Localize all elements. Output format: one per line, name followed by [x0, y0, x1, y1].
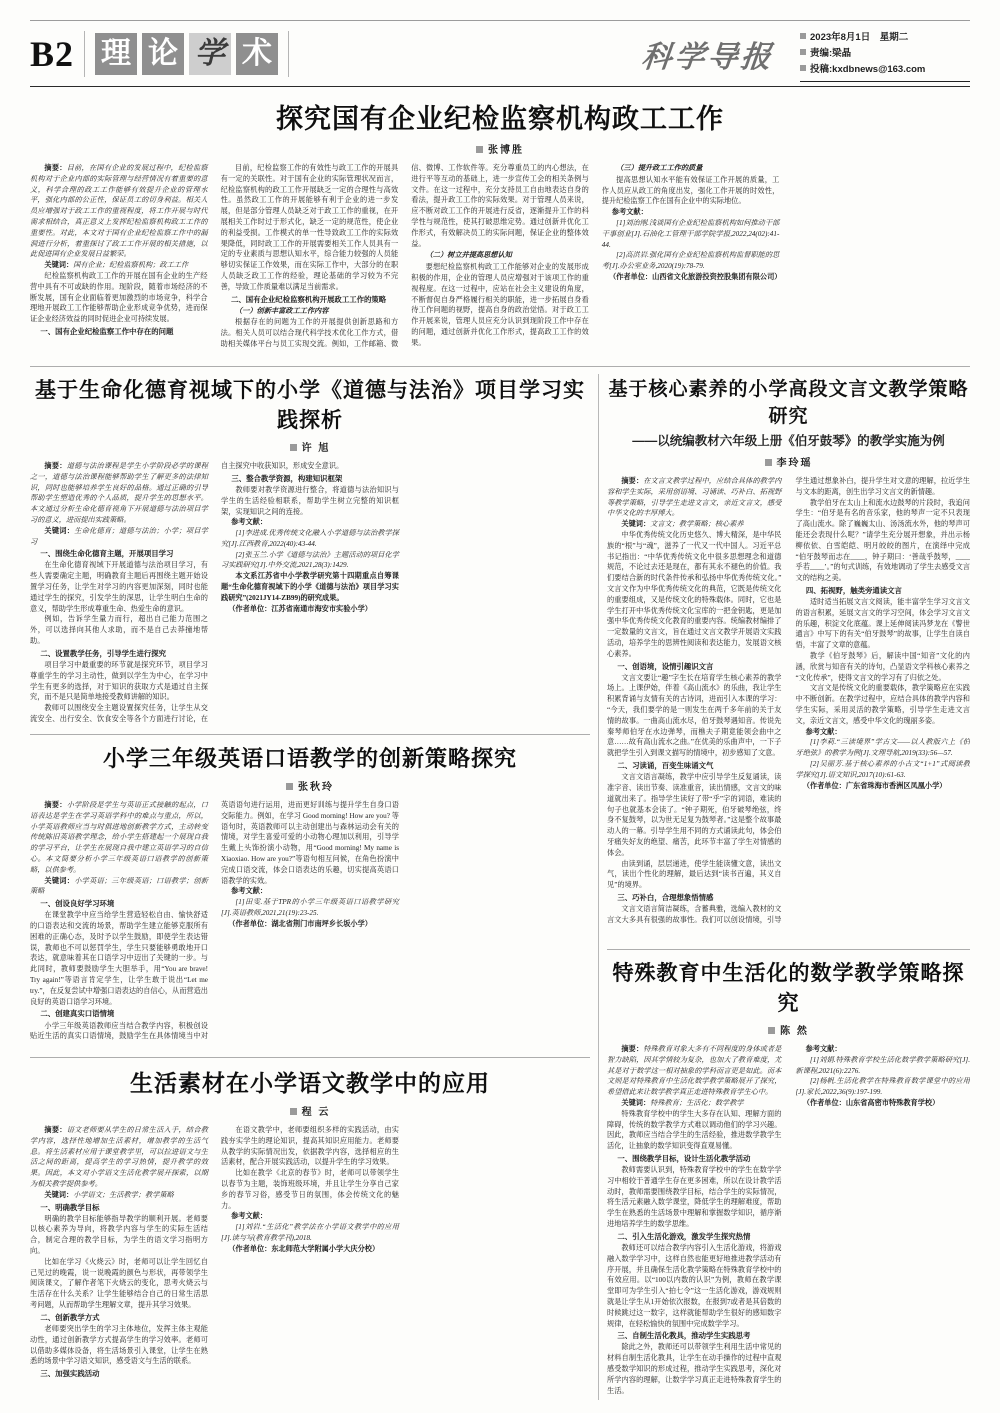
paragraph: 教学《伯牙鼓琴》后，解读中国“知音”文化的内涵，欣赏与知音有关的诗句，凸显语文学科核心素养之“文化传承”，使得文言文的学习有了归依之处。	[795, 652, 970, 682]
byline	[30, 141, 970, 156]
byline-square-icon	[768, 1027, 775, 1034]
subsection-heading: （三）提升政工工作的质量	[616, 164, 703, 172]
article-special-education-math	[607, 957, 970, 1400]
reference: [2]高洪岩.强化国有企业纪检监察机构监督职能的思考[J].办公室业务,2020(19):78-79.	[601, 251, 780, 271]
right-column-zone	[607, 374, 970, 1400]
paragraph: 明确的教学目标能够指导教学的顺利开展。老师要以核心素养为导向，将教学内容与学生的实际生活结合，制定合理的教学目标，为学生的语文学习指明方向。	[30, 1214, 208, 1256]
article-body	[30, 800, 590, 1050]
date-line: 2023年8月1日 星期二	[810, 31, 909, 43]
publication-info	[800, 27, 970, 82]
paragraph: 特殊教育学校中的学生大多存在认知、理解方面的障碍，传统的数学教学方式难以调动他们的学习兴趣。因此，教师应当结合学生的生活经验，推进数学教学生活化，让抽象的数学知识变得直观易懂。	[607, 1109, 782, 1151]
section-rule	[30, 734, 590, 735]
contact-line: 投稿:kxdbnews@163.com	[810, 63, 926, 75]
author-name: 程 云	[301, 1107, 331, 1118]
author-name: 张博胜	[488, 145, 524, 156]
zone-divider	[598, 374, 599, 1400]
article-wenyanwen	[607, 374, 970, 942]
article-politics-work	[30, 87, 970, 359]
references-label: 参考文献：	[805, 1045, 842, 1053]
reference: [1]李莉.“三读境界”学古文——以人教版六上《伯牙绝弦》的教学为例[J].文理导航,2019(33):56—57.	[795, 738, 970, 758]
editor-line: 责编:梁晶	[810, 47, 852, 59]
subsection-heading: （一）创新丰富政工工作内容	[234, 306, 329, 315]
paragraph: 文言文是传统文化的重要载体，教学策略应在实践中不断创新。在教学过程中，应结合具体的教学内容和学生实际，采用灵活的教学策略，引导学生走进文言文，亲近文言文，感受中华文化的瑰丽多姿。	[795, 684, 970, 725]
author-name: 李玲瑶	[776, 458, 813, 469]
references-label: 参考文献：	[231, 887, 268, 896]
paragraph: 中华优秀传统文化历史悠久、博大精深，是中华民族的“根”与“魂”，滋养了一代又一代中国人。习近平总书记指出：“中华优秀传统文化中很多思想理念和道德规范，不论过去还是现在，都有其永不褪色的价值。我们要结合新的时代条件传承和弘扬中华优秀传统文化。”文言文作为中华优秀传统文化的典范，它既是传统文化的重要组成，又是传统文化的特殊载体。同时，它也是学生打开中华优秀传统文化宝库的一把金钥匙，更是加强中华优秀传统文化教育的重要内容。统编教材编排了一定数量的文言文，旨在通过文言文教学开展语文实践活动，培养学生的思辨性阅读和表达能力，发展语文核心素养。	[607, 530, 782, 658]
reference: [1]刘治刚.浅谈国有企业纪检监察机构如何推动干部干事创业[J].石油化工管理干部学院学报,2022,24(02):41-44.	[601, 218, 780, 249]
byline-square-icon	[765, 459, 772, 466]
abstract: 摘要：道德与法治课程是学生小学阶段必学的课程之一，道德与法治课程能够帮助学生了解更多的法律知识，同时也能够培养学生良好的品格。通过正确的引导帮助学生塑造优秀的个人品质，提升学生的思想水平。本文通过分析生命化德育视角下开展道德与法治项目学习的意义，进而提出实践策略。	[30, 462, 208, 524]
section-heading: 二、创新教学方式	[40, 1312, 100, 1322]
paragraph: 由读到诵，层层递进，使学生能读懂文意，读出文气，读出个性化的理解，最后达到“读书百遍，其义自见”的境界。	[607, 859, 782, 890]
left-column-zone	[30, 374, 590, 1400]
byline	[607, 1022, 970, 1037]
article-title: 特殊教育中生活化的数学教学策略探究	[612, 962, 965, 1015]
section-heading: 一、国有企业纪检监察工作中存在的问题	[40, 326, 174, 336]
affiliation: （作者单位：山西省文化旅游投资控股集团有限公司）	[608, 272, 782, 281]
abstract: 摘要：目前，在国有企业的发展过程中，纪检监察机构对于企业内部的实际管理与经营情况有着重要的意义，科学合理的政工工作能够有效提升企业的管理水平，强化内部的公正性，保证员工的切身利益。相关人员应增强对于政工工作的重视程度，将工作开展与时代需求相结合，真正意义上发挥纪检监察机构政工工作的重要性。对此，本文对于国有企业纪检监察工作中的漏洞进行分析，着重探讨了政工工作开展的相关措施，以此促进国有企业发展日益繁荣。	[30, 164, 208, 259]
section-char-tile: 理	[95, 33, 137, 75]
paragraph: 教师还可以结合教学内容引入生活化游戏，将游戏融入数学学习中，这样自然也能更好地推进教学活动有序开展，并且确保生活化教学策略在特殊教育学校中的有效应用。以“100以内数的认识”为例，教师在教学课堂即可为学生引入“拍七令”这一生活化游戏，游戏规则就是让学生从1开始依次报数，在报到7或者是其倍数的时候跳过这一数字，这样就能帮助学生很好的感知数字规律，在轻松愉快的氛围中完成数学学习。	[607, 1243, 782, 1328]
section-heading: 三、加强实践活动	[40, 1369, 100, 1379]
paragraph: 教学伯牙在太山上和流水边鼓琴的片段时，我追问学生：“伯牙是有名的音乐家，他的琴声一定不只表现了高山流水。除了巍巍太山、汤汤流水外，他的琴声可能还会表现什么呢？”请学生充分展开想象，并出示杨柳依依、白雪皑皑、明月皎皎的图片，在演绎中完成“伯牙鼓琴而志在____，钟子期曰：‘善哉乎鼓琴，____乎若____’。”的句式训练，有效地调动了学生去感受文言文的结构之美。	[795, 498, 970, 583]
section-title	[95, 33, 278, 75]
byline	[30, 1103, 590, 1118]
byline	[30, 778, 590, 793]
byline-square-icon	[476, 146, 483, 153]
article-english-oral	[30, 742, 590, 1050]
paragraph: 教师可以围绕安全主题设置探究任务，让学生从交流安全、出行安全、饮食安全等各个方面进行讨论，在自主探究中收获知识，形成安全意识。	[30, 462, 344, 723]
paragraph: 适时适当拓展文言文阅读，能丰富学生学习文言文的语言积累，延展文言文的学习空间，体会学习文言文的乐趣，积淀文化底蕴。课上延伸阅读冯梦龙在《警世通言》中写下的有关“伯牙鼓琴”的故事，让学生自读自悟，丰富了文章的意蕴。	[795, 598, 970, 650]
paragraph: 项目学习中最重要的环节就是探究环节，项目学习尊重学生的学习主动性，做到以学生为中心，在学习中学生有更多的选择，对于知识的获取方式是通过自主探究，而不是只是简单地接受教师讲解的知识。	[30, 660, 208, 702]
byline	[607, 454, 970, 469]
abstract: 摘要：小学阶段是学生与英语正式接触的起点，口语表达是学生在学习英语学科中的难点与重点，所以，小学英语教师应当与时俱进地创新教学方式，主动转变传统陈旧英语教学理念，给小学生搭建起一个展现自我的学习平台，让学生在展现自我中建立英语学习的自信心。本文简要分析小学三年级英语口语教学的创新策略，以供参考。	[30, 801, 208, 874]
paragraph: 提高思想认知水平能有效保证工作开展的质量，工作人员应从政工的角度出发，强化工作开展的时效性，提升纪检监察工作在国有企业中的实际地位。	[601, 175, 780, 206]
paragraph: 小学三年级英语教师应当结合教学内容，积极创设贴近生活的真实口语情境，鼓励学生在具体情境当中对英语语句进行运用，进而更好训练与提升学生自身口语交际能力。例如，在学习 Good morning! How are you? 等语句时，英语教师可以主动创建出与森林运动会有关的情境，对学生喜爱可爱的小动物心理加以利用，引导学生戴上头饰扮演小动物，用“Good morning! My name is Xiaoxiao. How are you?”等语句相互问候，在角色扮演中完成口语交流，体会口语表达的乐趣，切实提高英语口语教学的实效。	[30, 801, 399, 1041]
paragraph: 教师需要认识到，特殊教育学校中的学生在数学学习中相较于普通学生存在更多困难，所以在设计教学活动时，教师需要围绕教学目标，结合学生的实际情况，将生活元素融入数学课堂，降低学生的理解难度，帮助学生在熟悉的生活场景中理解和掌握数学知识，循序渐进地培养学生的数学思维。	[607, 1166, 782, 1229]
article-title: 基于生命化德育视域下的小学《道德与法治》项目学习实践探析	[35, 379, 585, 432]
byline	[30, 439, 590, 454]
fund-note: 本文系江苏省中小学教学研究第十四期重点自筹课题“生命化德育视域下的小学《道德与法治》项目学习实践研究”(2021JY14-ZB99)的研究成果。	[221, 572, 399, 602]
reference: [2]吴丽芳.基于核心素养的小古文“1+1”式阅读教学探究[J].语文知识,2017(10):61-63.	[795, 760, 970, 779]
affiliation: （作者单位：广东省珠海市香洲区凤凰小学）	[802, 781, 947, 790]
abstract: 摘要：特殊教育对象大多有不同程度的身体或者是智力缺陷，因其学情较为复杂，也加大了教育难度，尤其是对于数学这一相对抽象的学科而言更是如此。而本文则是对特殊教育中生活化数学教学策略展开了探究，希望借此来让数学教学真正走进特殊教育学生心中。	[607, 1045, 782, 1097]
references-label: 参考文献：	[231, 518, 268, 527]
paragraph: 比如在教学《北京的春节》时，老师可以带领学生以春节为主题，装饰班级环境，并且让学生分享自己家乡的春节习俗，感受节日的氛围，体会传统文化的魅力。	[221, 1169, 399, 1210]
article-title: 生活素材在小学语文教学中的应用	[130, 1070, 490, 1096]
article-title: 基于核心素养的小学高段文言文教学策略研究	[608, 379, 969, 427]
section-rule	[607, 949, 970, 950]
article-daode-fazhi	[30, 374, 590, 727]
paragraph: 在生命化德育视域下开展道德与法治项目学习，有些人需要确定主题，明确教育主题后再围绕主题开始设置学习任务，让学生对学习的内容更加深刻，同时也能通过学生的探究，引发学生的深思，让学生明白生命的意义，帮助学生形成尊重生命、热爱生命的意识。	[30, 561, 208, 613]
byline-square-icon	[286, 783, 293, 790]
paragraph: 目前，纪检监察工作的有效性与政工工作的开展具有一定的关联性。对于国有企业的实际管理状况而言，纪检监察机构的政工工作开展缺乏一定的合理性与高效性。虽然政工工作的开展能够有利于企业的进一步发展，但是部分管理人员缺乏对于政工工作的重视，在开展相关工作时过于形式化，缺乏一定的规范性，使企业的利益受损。工作模式的单一性导致政工工作的实际效果降低，同时政工工作的开展需要相关工作人员具有一定的专业素质与思想认知水平，综合能力较强的人员能够切实保证工作效果，而在实际工作中，大部分的在职人员缺乏政工工作的经验，理论基础的学习较为不完善，导致工作质量难以满足当前需求。	[220, 164, 399, 291]
article-body	[607, 476, 970, 942]
header-divider	[288, 31, 289, 77]
keywords: 关键词：国有企业；纪检监察机构；政工工作	[44, 261, 189, 270]
abstract: 摘要：在文言文教学过程中，应结合具体的教学内容和学生实际，采用创语境、习诵读、巧补白、拓视野等教学策略，引导学生走进文言文，亲近文言文，感受中华文化的丰厚博大。	[607, 477, 782, 518]
section-char-tile: 术	[236, 33, 278, 75]
keywords: 关键词：特殊教育；生活化；数学教学	[621, 1098, 744, 1107]
reference: [2]张玉兰.小学《道德与法治》主题活动的项目化学习实践研究[J].中外交流,2021,28(3):1429.	[221, 550, 399, 570]
references-label: 参考文献：	[611, 208, 648, 217]
masthead-logo: 科学导报	[639, 41, 776, 74]
section-heading: 一、围绕教学目标，设计生活化教学活动	[617, 1153, 751, 1163]
section-heading: 一、围绕生命化德育主题，开展项目学习	[40, 549, 174, 559]
paragraph: 文言文语言简洁凝练，含蓄典雅，选编入教材的文言文大多具有很强的故事性。我们可以创设情境，引导学生通过想象补白，提升学生对文意的理解，拉近学生与文本的距离，创生出学习文言文的新情趣。	[607, 477, 970, 924]
article-title: 小学三年级英语口语教学的创新策略探究	[102, 746, 517, 771]
affiliation: （作者单位：山东省高密市特殊教育学校）	[802, 1098, 940, 1107]
paragraph: 教师要对教学资源进行整合，将道德与法治知识与学生的生活经验相联系，帮助学生树立完整的知识框架，实现知识之间的连接。	[221, 485, 399, 516]
section-heading: 二、创建真实口语情境	[40, 1009, 115, 1019]
affiliation: （作者单位：江苏省南通市海安市实验小学）	[228, 604, 372, 613]
section-rule	[30, 1057, 590, 1058]
affiliation: （作者单位：湖北省荆门市南坪乡长坂小学）	[228, 919, 372, 928]
section-heading: 一、明确教学目标	[40, 1202, 100, 1212]
section-heading: 二、引入生活化游戏，激发学生探究热情	[617, 1231, 751, 1241]
paragraph: 纪检监察机构政工工作的开展在国有企业的生产经营中具有不可或缺的作用。现阶段，随着市场经济的不断发展，国有企业面临着更加激烈的市场竞争，科学合理地开展政工工作能够帮助企业形成竞争优势，进而保证企业经济效益的同时促进企业可持续发展。	[30, 271, 208, 324]
keywords: 关键词：文言文；教学策略；核心素养	[621, 520, 744, 529]
byline-square-icon	[290, 444, 297, 451]
references-label: 参考文献：	[231, 1212, 268, 1221]
section-heading: 三、整合教学资源，构建知识框架	[231, 473, 343, 483]
affiliation: （作者单位：东北师范大学附属小学大庆分校）	[228, 1244, 380, 1253]
article-title: 探究国有企业纪检监察机构政工工作	[276, 104, 724, 134]
paragraph: 在语文教学中，老师要组织多样的实践活动，由实践夯实学生的理论知识，提高其知识应用能力。老师要从教学的实际情况出发，依据教学内容，选择相应的生活素材，配合开展实践活动，以提升学生的学习效果。	[221, 1126, 399, 1167]
article-subtitle: ——以统编教材六年级上册《伯牙鼓琴》的教学实施为例	[632, 434, 945, 448]
article-body	[30, 461, 590, 727]
header-divider	[84, 31, 85, 77]
abstract: 摘要：语文老师要从学生的日常生活入手，结合教学内容，选择性地增加生活素材，增加教学的生活气息。将生活素材应用于课堂教学里，可以拉进语文与生活之间的距离，提高学生的学习热情，提升教学的效果。因此，本文对小学语文生活化教学展开探索，以期为相关教学提供参考。	[30, 1126, 208, 1188]
section-char-tile: 论	[142, 33, 184, 75]
page-header	[30, 20, 970, 87]
paragraph: 文言文要让“趣”字生长在培育学生核心素养的教学场上。上课伊始，伴着《高山流水》的乐曲，我让学生积累背诵与友情有关的古诗词，进而引入本课的学习：“今天，我们要学的是一则发生在两千多年前的关于友情的故事。一曲高山流水尽，伯牙鼓琴遇知音。传说先秦琴师伯牙在水边弹琴，而樵夫子期竟能领会曲中之意……故有高山流水之曲。”在优美的乐曲声中，一下子就把学生引入到课文描写的情境中，初步感知了文意。	[607, 673, 782, 758]
paragraph: 要想纪检监察机构政工工作能够对企业的发展形成积极的作用，企业的管理人员应增强对于该项工作的重视程度。在这一过程中，应站在社会主义建设的角度，不断督促自身严格履行相关的职能，进一步拓展自身看待工作问题的视野，提高自身的政治觉悟。对于政工工作开展来说，管理人员应充分认识到现阶段工作中存在的问题，通过创新并优化工作形式，提高政工工作的效果。	[411, 263, 589, 347]
keywords: 关键词：小学英语；三年级英语；口语教学；创新策略	[30, 876, 208, 896]
article-life-material-chinese	[30, 1065, 590, 1391]
article-body	[30, 1125, 590, 1391]
article-body	[30, 163, 970, 359]
reference: [1]刘岩.“生活化”教学法在小学语文教学中的应用[J].读与写(教育教学刊),2018.	[221, 1223, 399, 1242]
paragraph: 老师要突出学生的学习主体地位，发挥主体主观能动性，通过创新教学方式提高学生的学习效率。老师可以借助多媒体设备，将生活场景引入课堂，让学生在熟悉的场景中学习语文知识，感受语文与生活的联系。	[30, 1324, 208, 1366]
author-name: 陈 然	[780, 1026, 809, 1037]
subsection-heading: （二）树立并提高思想认知	[425, 251, 512, 260]
paragraph: 在课堂教学中应当给学生营造轻松自由、愉快舒适的口语表达和交流的场景，帮助学生建立能够克服所有困难的正确心态，及时予以学生鼓励，即使学生表达错误，教师也不可以惩罚学生，学生只要能够勇敢地开口表达，就意味着其在口语学习中迈出了关键的一步。与此同时，教师要鼓励学生大胆举手，用“You are brave! Try again!”等语言肯定学生，让学生敢于说出“Let me try.”，在反复尝试中增强口语表达的自信心，从而营造出良好的英语口语学习环境。	[30, 911, 208, 1006]
section-heading: 四、拓视野，触类旁通读文言	[805, 585, 902, 595]
keywords: 关键词：生命化德育；道德与法治；小学；项目学习	[30, 526, 208, 546]
section-heading: 二、习读诵，百变生味诵文气	[617, 761, 714, 771]
section-heading: 二、设置教学任务，引导学生进行探究	[40, 648, 167, 658]
page-number: B2	[30, 34, 75, 74]
reference: [1]李进成.优秀传统文化融入小学道德与法治教学探究[J].江西教育,2022(40):43-44.	[221, 529, 399, 548]
reference: [2]杨帆.生活化教学在特殊教育数学课堂中的应用[J].家长,2022,36(9):197-199.	[795, 1077, 970, 1097]
section-heading: 二、国有企业纪检监察机构开展政工工作的策略	[230, 294, 387, 304]
author-name: 许 旭	[301, 443, 331, 454]
section-heading: 三、自制生活化教具，推动学生实践思考	[617, 1331, 751, 1341]
section-rule	[30, 366, 970, 367]
section-heading: 一、创设良好学习环境	[40, 899, 115, 909]
section-char-tile: 学	[189, 33, 231, 75]
bullet-square-icon	[800, 49, 806, 55]
byline-square-icon	[290, 1108, 297, 1115]
keywords: 关键词：小学语文；生活教学；教学策略	[44, 1190, 174, 1199]
paragraph: 例如，告诉学生量力而行，超出自己能力范围之外，可以选择向其他人求助，而不是自己去莽撞地帮助。	[30, 615, 208, 646]
references-label: 参考文献：	[805, 727, 842, 736]
reference: [1]刘娟.特殊教育学校生活化数学教学策略研究[J].新课程,2021(6):2276.	[795, 1055, 970, 1075]
reference: [1]田雯.基于TPR的小学三年级英语口语教学研究[J].英语教师,2021,21(19):23-25.	[221, 898, 399, 917]
paragraph: 除此之外，教师还可以带领学生利用生活中常见的材料自制生活化教具，让学生在动手操作的过程中直观感受数学知识的形成过程，推动学生实践思考，深化对所学内容的理解，让数学学习真正走进特殊教育学生的生活。	[607, 1343, 782, 1395]
paragraph: 文言文语言凝练，教学中应引导学生反复诵读，读准字音、读出节奏、读准重音，读出情感，文言文的味道就出来了。指导学生读好了带“乎”字的词语，难读的句子也就基本会读了。“钟子期死，伯牙破琴绝弦，终身不复鼓琴，以为世无足复为鼓琴者。”这是整个故事最动人的一幕。引导学生用不同的方式诵读此句，体会伯牙痛失好友的绝望、痛苦，此环节丰富了学生对情感的体会。	[607, 773, 782, 857]
paragraph: 根据存在的问题为工作的开展提供创新思路和方法。相关人员可以结合现代科学技术优化工作方式，借助相关媒体平台与员工实现交流。例如，工作邮箱、微信、微博、工作软件等。充分尊重员工的内心想法，在进行平等互动的基础上，进一步宣传工会的相关条例与文件。在这一过程中，充分支持员工自由地表达自身的看法，提升政工工作的实际效果。对于管理人员来说，应不断对政工工作的开展进行反省，逐渐提升工作的科学性与规范性，使其打破思维定势。通过创新并优化工作形式，有效解决员工的实际问题，保证企业的整体效益。	[220, 164, 589, 349]
article-body	[607, 1044, 970, 1400]
section-heading: 一、创语境，设情引趣识文言	[617, 661, 714, 671]
paragraph: 比如在学习《火烧云》时，老师可以让学生回忆自己见过的晚霞，说一说晚霞的颜色与形状，再带领学生阅读课文，了解作者笔下火烧云的变化，思考火烧云与生活存在什么关系？让学生能够结合自己的日常生活思考问题，从而帮助学生理解文章，提升其学习效果。	[30, 1257, 208, 1310]
author-name: 张秋玲	[298, 782, 334, 793]
bullet-square-icon	[800, 33, 806, 39]
section-heading: 三、巧补白，合理想象悟情感	[617, 892, 714, 902]
bullet-square-icon	[800, 65, 806, 71]
